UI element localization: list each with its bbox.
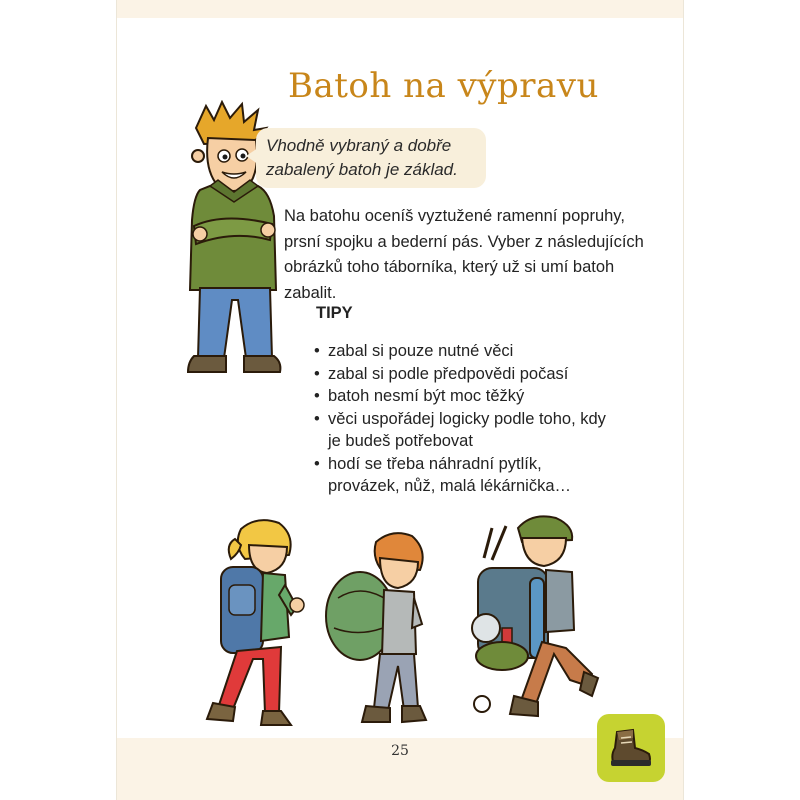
section-badge xyxy=(597,714,665,782)
page-number: 25 xyxy=(391,743,409,759)
intro-paragraph: Na batohu oceníš vyztužené ramenní popruhy, prsní spojku a bederní pás. Vyber z následujících obrázků toho táborníka, který už si umí batoh zabalit. xyxy=(284,207,644,302)
hiking-boot-icon xyxy=(597,714,665,782)
tip-item: • věci uspořádej logicky podle toho, kdy je budeš potřebovat xyxy=(312,408,612,453)
tip-item: • batoh nesmí být moc těžký xyxy=(312,385,612,408)
tip-item: • zabal si podle předpovědi počasí xyxy=(312,363,612,386)
boy-hiker-illustration xyxy=(322,528,432,728)
tip-item: • hodí se třeba náhradní pytlík, provázek, nůž, malá lékárnička… xyxy=(312,453,612,498)
tips-heading: TIPY xyxy=(316,304,353,322)
speech-bubble-text: Vhodně vybraný a dobře zabalený batoh je základ. xyxy=(266,136,458,179)
girl-hiker-illustration xyxy=(205,515,310,730)
page-top-band xyxy=(117,0,683,18)
tips-list xyxy=(312,340,612,498)
speech-bubble-tail xyxy=(246,148,258,164)
tip-item: • zabal si pouze nutné věci xyxy=(312,340,612,363)
page-title: Batoh na výpravu xyxy=(288,66,599,106)
overloaded-hiker-illustration xyxy=(462,508,602,728)
